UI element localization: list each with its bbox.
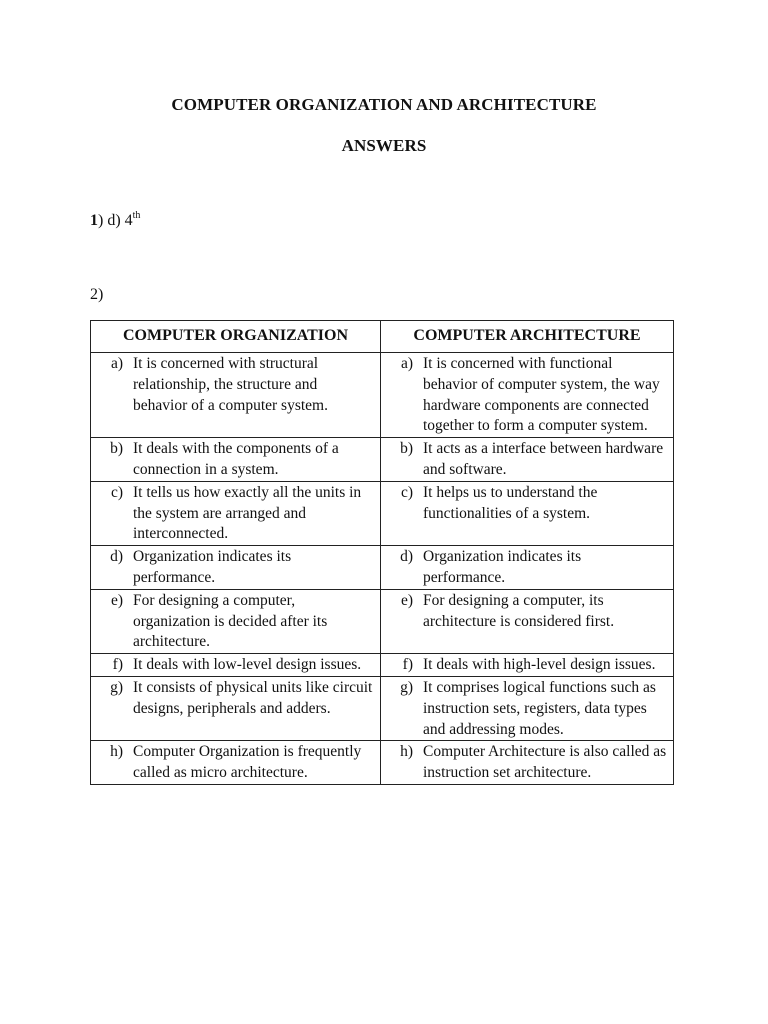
table-header-row	[91, 321, 674, 353]
organization-cell	[91, 589, 381, 653]
item-label: c)	[400, 483, 413, 501]
architecture-cell	[381, 438, 674, 482]
item-text: It is concerned with structural relationship, the structure and behavior of a computer system.	[133, 355, 328, 414]
architecture-cell	[381, 589, 674, 653]
question-1-superscript: th	[132, 210, 141, 221]
comparison-table	[90, 320, 674, 785]
item-label: b)	[110, 440, 123, 458]
table-row	[91, 676, 674, 740]
list-item	[381, 655, 667, 676]
item-label: f)	[402, 656, 413, 674]
question-1-paren: )	[98, 212, 104, 229]
list-item	[91, 655, 374, 676]
item-text: It is concerned with functional behavior of computer system, the way hardware components are connected together to form a computer system.	[423, 355, 660, 435]
organization-cell	[91, 741, 381, 785]
question-1-answer	[90, 212, 140, 230]
header-architecture: COMPUTER ARCHITECTURE	[381, 321, 674, 353]
item-label: h)	[400, 743, 413, 761]
organization-cell	[91, 676, 381, 740]
document-title: COMPUTER ORGANIZATION AND ARCHITECTURE	[171, 95, 597, 114]
list-item	[381, 354, 667, 437]
architecture-cell	[381, 481, 674, 545]
table-row	[91, 481, 674, 545]
list-item	[381, 483, 667, 525]
item-text: It deals with the components of a connection in a system.	[133, 440, 339, 478]
item-label: c)	[110, 483, 123, 501]
list-item	[91, 547, 374, 589]
list-item	[381, 591, 667, 633]
architecture-cell	[381, 546, 674, 590]
item-text: It deals with high-level design issues.	[423, 656, 656, 674]
item-label: h)	[110, 743, 123, 761]
question-2-label: 2)	[90, 286, 104, 303]
item-label: e)	[110, 591, 123, 609]
item-label: g)	[400, 678, 413, 696]
organization-cell	[91, 481, 381, 545]
architecture-cell	[381, 741, 674, 785]
item-text: Computer Architecture is also called as instruction set architecture.	[423, 743, 667, 782]
table-row	[91, 589, 674, 653]
table-row	[91, 438, 674, 482]
item-label: d)	[400, 548, 413, 566]
item-label: a)	[400, 355, 413, 372]
list-item	[91, 483, 374, 545]
table-row	[91, 546, 674, 590]
item-label: a)	[110, 355, 123, 372]
item-text: It consists of physical units like circuit designs, peripherals and adders.	[133, 678, 373, 717]
list-item	[91, 742, 374, 784]
item-label: e)	[400, 591, 413, 609]
item-text: For designing a computer, organization is decided after its architecture.	[133, 591, 328, 651]
header-organization: COMPUTER ORGANIZATION	[91, 321, 381, 353]
item-text: Computer Organization is frequently called as micro architecture.	[133, 743, 362, 782]
architecture-cell	[381, 353, 674, 438]
list-item	[91, 591, 374, 653]
table-row	[91, 654, 674, 677]
architecture-cell	[381, 676, 674, 740]
item-text: It comprises logical functions such as instruction sets, registers, data types and addressing modes.	[423, 678, 656, 738]
item-text: It deals with low-level design issues.	[133, 656, 362, 674]
list-item	[91, 439, 374, 481]
question-1-answer-text: d) 4	[103, 212, 133, 229]
item-label: f)	[112, 656, 123, 674]
item-text: It acts as a interface between hardware and software.	[423, 440, 664, 478]
list-item	[381, 547, 667, 589]
table-row	[91, 353, 674, 438]
list-item	[381, 742, 667, 784]
item-text: It helps us to understand the functionalities of a system.	[423, 483, 598, 522]
list-item	[381, 439, 667, 481]
list-item	[381, 678, 667, 740]
organization-cell	[91, 438, 381, 482]
organization-cell	[91, 546, 381, 590]
item-label: g)	[110, 678, 123, 696]
list-item	[91, 678, 374, 720]
list-item	[91, 354, 374, 416]
table-row	[91, 741, 674, 785]
item-text: For designing a computer, its architecture is considered first.	[423, 591, 615, 630]
item-label: d)	[110, 548, 123, 566]
item-text: Organization indicates its performance.	[423, 548, 582, 586]
architecture-cell	[381, 654, 674, 677]
document-subtitle: ANSWERS	[341, 136, 427, 155]
organization-cell	[91, 654, 381, 677]
item-text: Organization indicates its performance.	[133, 548, 292, 586]
question-1-number: 1	[90, 212, 98, 229]
item-label: b)	[400, 440, 413, 458]
item-text: It tells us how exactly all the units in the system are arranged and interconnected.	[133, 483, 362, 543]
organization-cell	[91, 353, 381, 438]
